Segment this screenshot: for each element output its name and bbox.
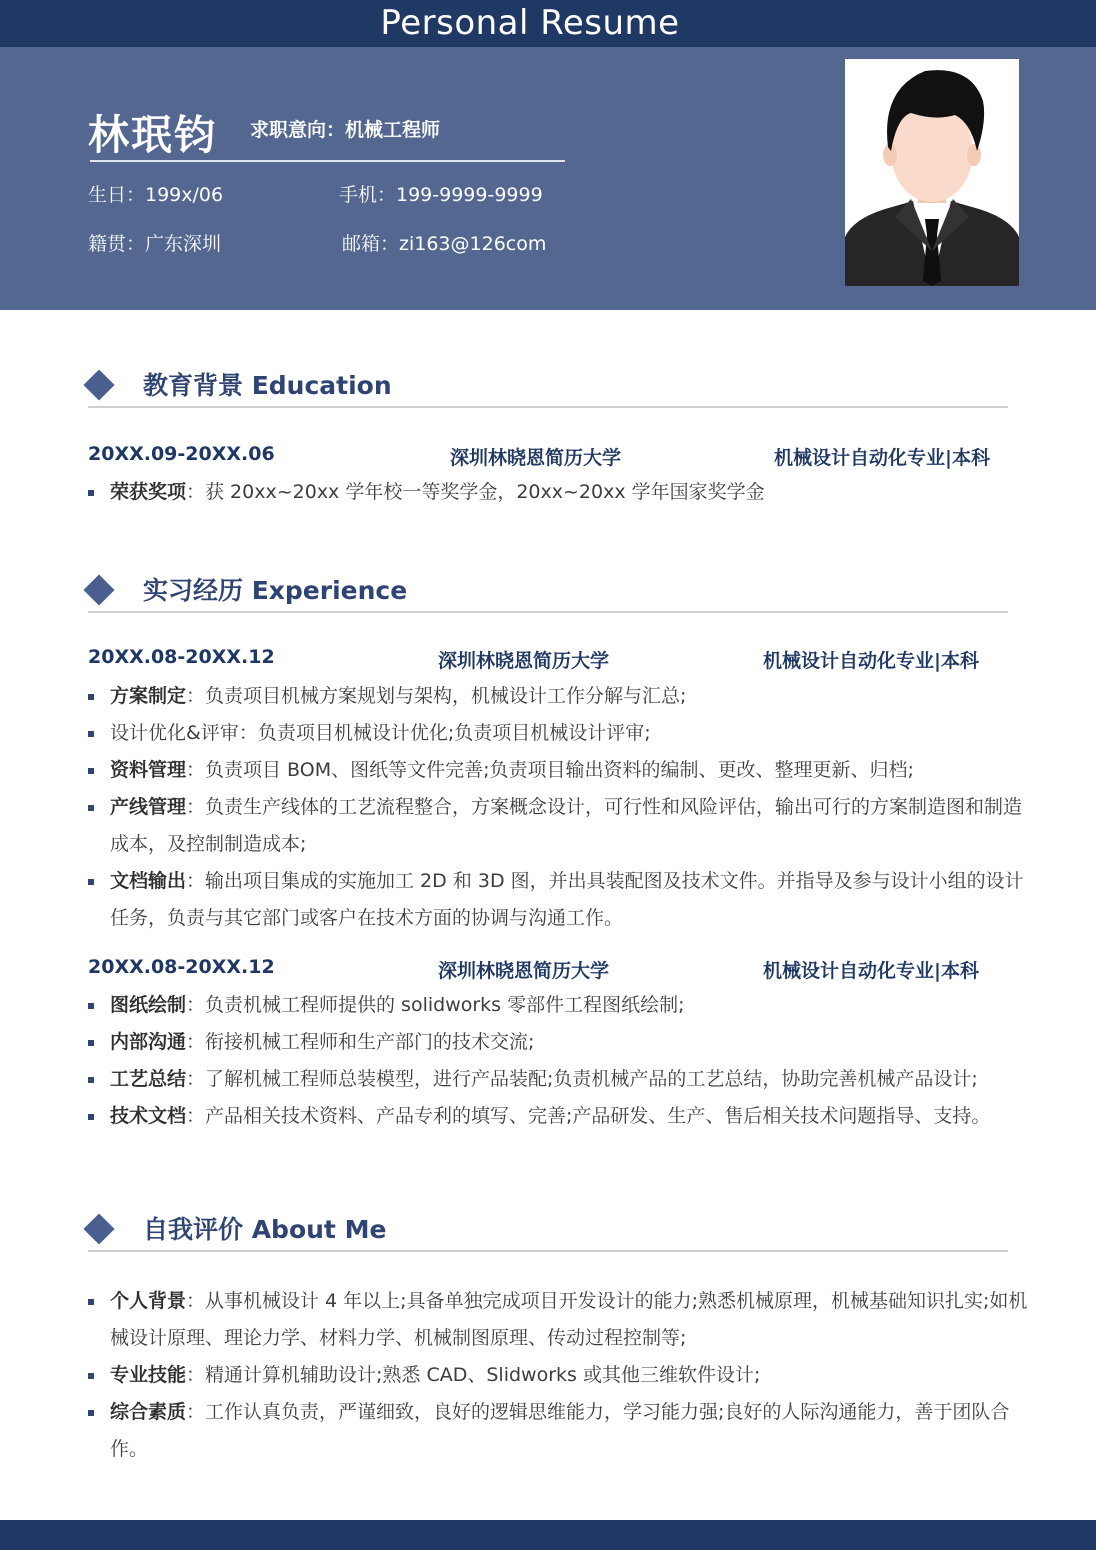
avatar-icon <box>845 59 1019 286</box>
about-section-header <box>0 1210 1096 1260</box>
education-section-header <box>0 366 1096 416</box>
diamond-icon <box>83 369 114 400</box>
entry-date: 20XX.08-20XX.12 <box>88 646 275 668</box>
list-item: 文档输出：输出项目集成的实施加工 2D 和 3D 图，并出具装配图及技术文件。并指导及参与设计小组的设计任务，负责与其它部门或客户在技术方面的协调与沟通工作。 <box>88 863 1028 937</box>
about-list <box>88 1283 1028 1468</box>
job-intent: 求职意向：机械工程师 <box>250 119 441 141</box>
list-item: 综合素质：工作认真负责，严谨细致，良好的逻辑思维能力，学习能力强;良好的人际沟通能力，善于团队合作。 <box>88 1394 1028 1468</box>
entry-major: 机械设计自动化专业|本科 <box>763 960 979 982</box>
section-divider <box>88 1250 1008 1252</box>
entry-date: 20XX.08-20XX.12 <box>88 956 275 978</box>
list-item: 工艺总结：了解机械工程师总装模型，进行产品装配;负责机械产品的工艺总结，协助完善机械产品设计; <box>88 1061 1028 1098</box>
list-item: 产线管理：负责生产线体的工艺流程整合，方案概念设计，可行性和风险评估，输出可行的方案制造图和制造成本，及控制制造成本; <box>88 789 1028 863</box>
experience-list-2 <box>88 987 1028 1135</box>
list-item: 设计优化&评审：负责项目机械设计优化;负责项目机械设计评审; <box>88 715 1028 752</box>
list-item: 个人背景：从事机械设计 4 年以上;具备单独完成项目开发设计的能力;熟悉机械原理，机械基础知识扎实;如机械设计原理、理论力学、材料力学、机械制图原理、传动过程控制等; <box>88 1283 1028 1357</box>
list-item: 内部沟通：衔接机械工程师和生产部门的技术交流; <box>88 1024 1028 1061</box>
entry-major: 机械设计自动化专业|本科 <box>763 650 979 672</box>
profile-photo <box>845 59 1019 286</box>
list-item: 专业技能：精通计算机辅助设计;熟悉 CAD、Slidworks 或其他三维软件设计; <box>88 1357 1028 1394</box>
candidate-name: 林珉钧 <box>88 111 217 159</box>
entry-school: 深圳林晓恩简历大学 <box>450 447 622 469</box>
header-divider <box>90 160 565 162</box>
education-entry <box>88 443 1008 469</box>
section-divider <box>88 406 1008 408</box>
section-divider <box>88 611 1008 613</box>
education-list <box>88 474 1028 511</box>
list-item: 荣获奖项：获 20xx~20xx 学年校一等奖学金，20xx~20xx 学年国家奖学金 <box>88 474 1028 511</box>
section-title: 教育背景 Education <box>143 371 392 400</box>
title-bar <box>0 0 1096 47</box>
diamond-icon <box>83 574 114 605</box>
experience-entry-1 <box>88 646 1008 672</box>
list-item: 资料管理：负责项目 BOM、图纸等文件完善;负责项目输出资料的编制、更改、整理更新、归档; <box>88 752 1028 789</box>
hometown: 籍贯：广东深圳 <box>88 233 222 255</box>
birthday: 生日：199x/06 <box>88 184 224 206</box>
experience-list-1 <box>88 678 1028 937</box>
profile-header <box>0 47 1096 310</box>
list-item: 方案制定：负责项目机械方案规划与架构，机械设计工作分解与汇总; <box>88 678 1028 715</box>
list-item: 图纸绘制：负责机械工程师提供的 solidworks 零部件工程图纸绘制; <box>88 987 1028 1024</box>
experience-entry-2 <box>88 956 1008 982</box>
diamond-icon <box>83 1213 114 1244</box>
entry-major: 机械设计自动化专业|本科 <box>774 447 990 469</box>
footer-bar <box>0 1520 1096 1550</box>
entry-school: 深圳林晓恩简历大学 <box>438 960 610 982</box>
phone: 手机：199-9999-9999 <box>339 184 543 206</box>
section-title: 自我评价 About Me <box>143 1215 387 1244</box>
entry-school: 深圳林晓恩简历大学 <box>438 650 610 672</box>
entry-date: 20XX.09-20XX.06 <box>88 443 275 465</box>
experience-section-header <box>0 571 1096 621</box>
page-title: Personal Resume <box>380 3 680 43</box>
section-title: 实习经历 Experience <box>143 576 408 605</box>
list-item: 技术文档：产品相关技术资料、产品专利的填写、完善;产品研发、生产、售后相关技术问题指导、支持。 <box>88 1098 1028 1135</box>
email: 邮箱：zi163@126com <box>342 233 547 255</box>
